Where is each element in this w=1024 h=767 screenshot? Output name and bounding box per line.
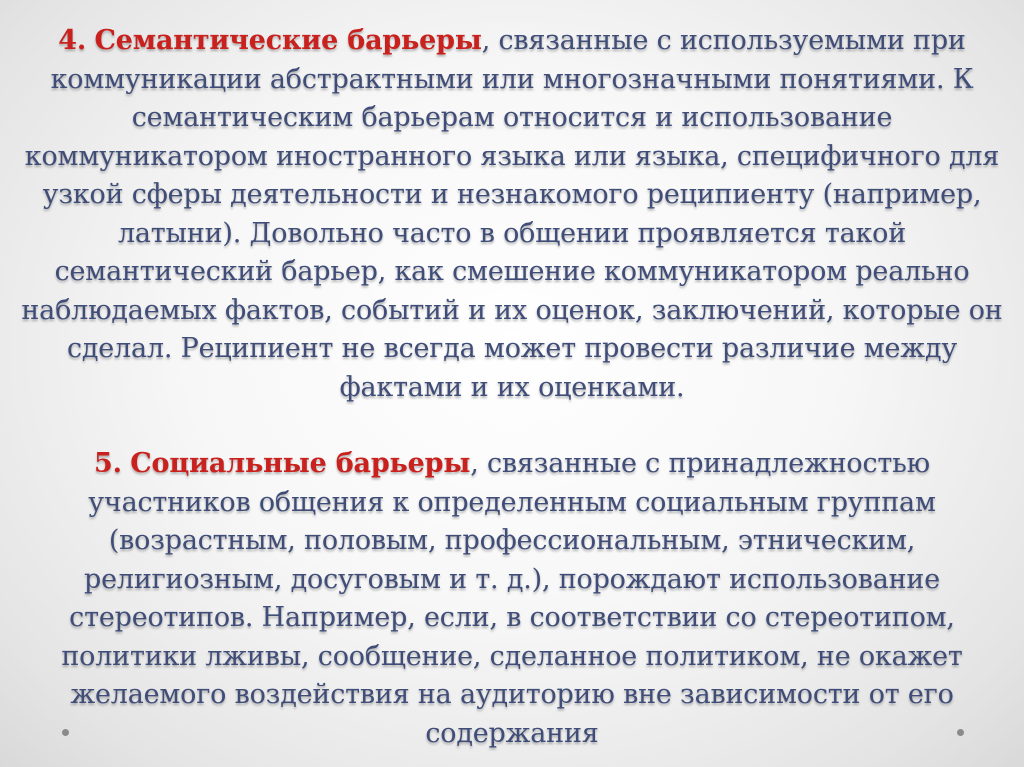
paragraph-text: , связанные с используемыми при коммуникации абстрактными или многозначными понятиями. К семантическим барьерам относится и использование коммуникатором иностранного языка или языка, специфичного для узкой сферы деятельности и незнакомого реципиенту (например, латыни). Довольно часто в общении проявляется такой семантический барьер, как смешение коммуникатором реально наблюдаемых фактов, событий и их оценок, заключений, которые он сделал. Реципиент не всегда может провести различие между фактами и их оценками.: [21, 25, 1003, 403]
paragraph-number: 4.: [58, 25, 87, 56]
paragraph-number: 5.: [94, 448, 122, 479]
paragraph-semantic-barriers: [14, 22, 1010, 407]
decorative-dot-left: [62, 729, 69, 736]
decorative-dot-right: [957, 729, 964, 736]
paragraph-heading: Семантические барьеры: [94, 25, 482, 56]
slide-body: [14, 22, 1010, 753]
paragraph-heading: Социальные барьеры: [130, 448, 471, 479]
paragraph-text: , связанные с принадлежностью участников общения к определенным социальным группам (возрастным, половым, профессиональным, этническим, религиозным, досуговым и т. д.), порождают использование стереотипов. Например, если, в соответствии со стереотипом, политики лживы, сообщение, сделанное политиком, не окажет желаемого воздействия на аудиторию вне зависимости от его содержания: [61, 448, 963, 749]
paragraph-social-barriers: [14, 445, 1010, 753]
